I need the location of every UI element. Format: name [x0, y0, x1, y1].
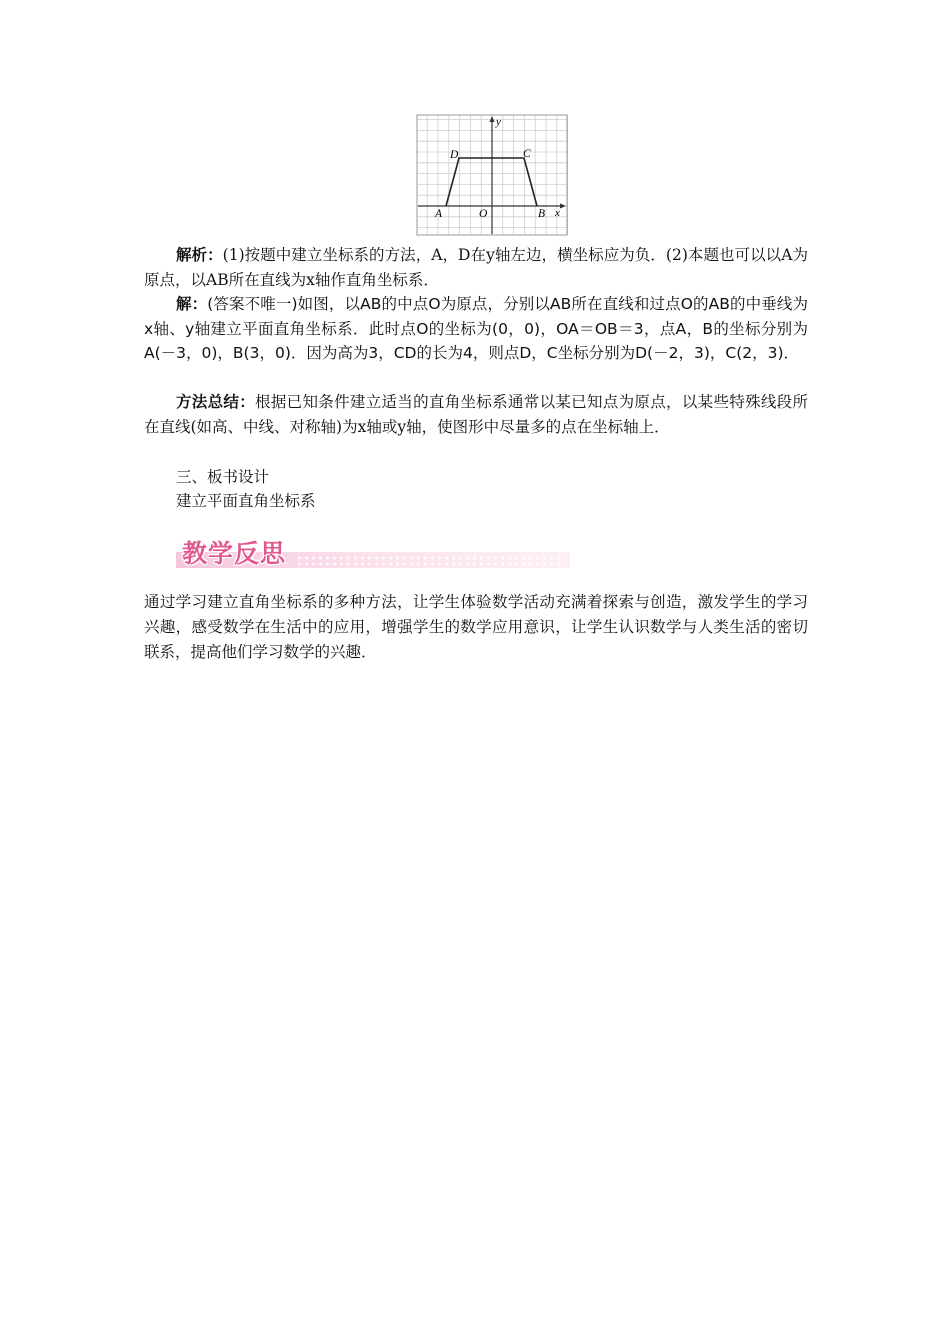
point-label-o: O — [479, 208, 488, 220]
section-content: 建立平面直角坐标系 — [176, 492, 316, 510]
summary-paragraph — [144, 390, 808, 439]
analysis-paragraph — [144, 243, 808, 292]
point-label-d: D — [450, 149, 459, 161]
banner-dots — [296, 555, 566, 565]
x-axis-label: x — [555, 207, 560, 219]
reflection-banner — [176, 538, 570, 570]
analysis-label: 解析： — [176, 246, 223, 264]
point-label-b: B — [538, 208, 546, 220]
point-label-c: C — [523, 148, 531, 160]
section-heading: 三、板书设计 — [176, 468, 270, 486]
y-axis-arrow — [490, 116, 495, 122]
analysis-text: (1)按题中建立坐标系的方法，A，D在y轴左边，横坐标应为负．(2)本题也可以以A为原点，以AB所在直线为x轴作直角坐标系． — [144, 246, 808, 289]
reflection-paragraph: 通过学习建立直角坐标系的多种方法，让学生体验数学活动充满着探索与创造，激发学生的学习兴趣，感受数学在生活中的应用，增强学生的数学应用意识，让学生认识数学与人类生活的密切联系，提高他们学习数学的兴趣． — [144, 593, 808, 661]
trapezoid-diagram — [416, 114, 568, 236]
x-axis-arrow — [560, 204, 566, 209]
solution-paragraph — [144, 292, 808, 366]
coordinate-figure — [416, 114, 568, 236]
summary-text: 根据已知条件建立适当的直角坐标系通常以某已知点为原点，以某些特殊线段所在直线(如高、中线、对称轴)为x轴或y轴，使图形中尽量多的点在坐标轴上． — [144, 393, 808, 436]
solution-text: (答案不唯一)如图，以AB的中点O为原点，分别以AB所在直线和过点O的AB的中垂线为x轴、y轴建立平面直角坐标系．此时点O的坐标为(0，0)，OA＝OB＝3，点A，B的坐标分别为A(－3，0)，B(3，0)．因为高为3，CD的长为4，则点D，C坐标分别为D(－2，3)，C(2，3)． — [144, 295, 808, 362]
summary-label: 方法总结： — [176, 393, 256, 411]
banner-title: 教学反思 — [182, 539, 287, 568]
y-axis-label: y — [496, 116, 501, 128]
solution-label: 解： — [176, 295, 208, 313]
point-label-a: A — [435, 208, 443, 220]
